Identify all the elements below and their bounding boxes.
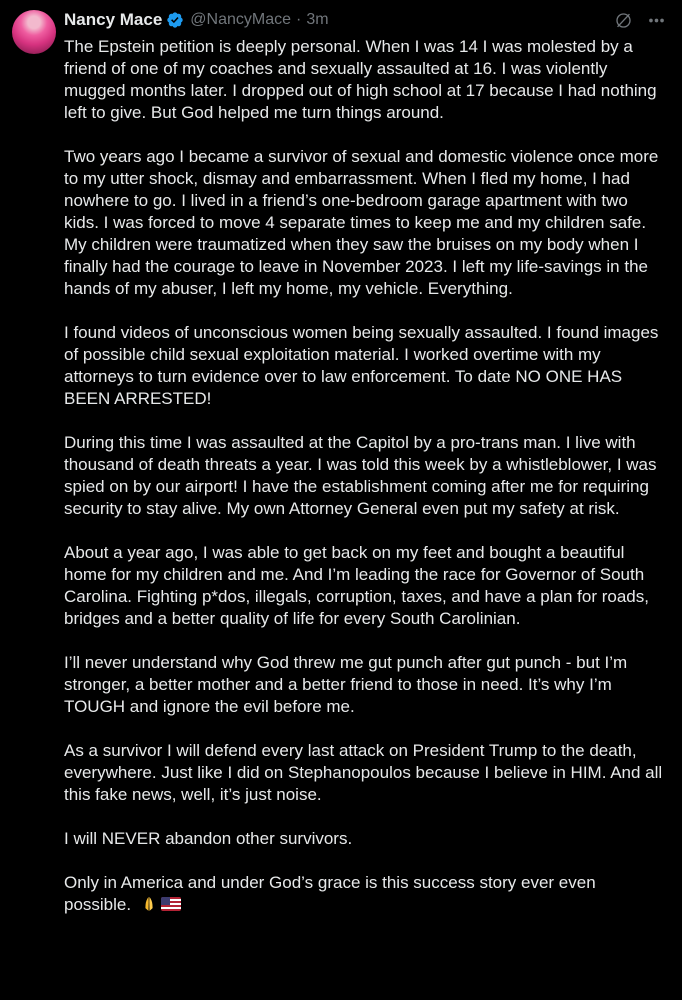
tweet-paragraph: I will NEVER abandon other survivors. — [64, 829, 353, 848]
folded-hands-emoji — [140, 895, 158, 913]
tweet-paragraph: About a year ago, I was able to get back on my feet and bought a beautiful home for my children and me. And I’m leading the race for Governor of South Carolina. Fighting p*dos, illegals, corruption, taxes, and have a plan for roads, bridges and a better quality of life for every South Carolinian. — [64, 543, 649, 628]
tweet-header — [64, 8, 666, 32]
emoji-group — [140, 895, 181, 913]
user-handle[interactable]: @NancyMace — [190, 11, 291, 28]
header-separator: · — [296, 11, 302, 28]
tweet-content — [64, 8, 666, 916]
grok-actions-button[interactable] — [614, 11, 633, 30]
tweet-paragraph-text: Only in America and under God’s grace is this success story ever even possible. — [64, 873, 596, 914]
tweet-paragraph: During this time I was assaulted at the Capitol by a pro-trans man. I live with thousand of death threats a year. I was told this week by a whistleblower, I was spied on by our airport! I have the establishment coming after me for requiring security to stay alive. My own Attorney General even put my safety at risk. — [64, 433, 657, 518]
verified-badge-icon — [166, 11, 184, 29]
timestamp[interactable]: 3m — [306, 11, 329, 28]
tweet-paragraph: As a survivor I will defend every last attack on President Trump to the death, everywhere. Just like I did on Stephanopoulos because I believe in HIM. And all this fake news, well, it’s just noise. — [64, 741, 663, 804]
us-flag-emoji — [161, 897, 181, 911]
tweet-paragraph: I found videos of unconscious women being sexually assaulted. I found images of possible child sexual exploitation material. I worked overtime with my attorneys to turn evidence over to law enforcement. To date NO ONE HAS BEEN ARRESTED! — [64, 323, 659, 408]
more-button[interactable] — [647, 11, 666, 30]
tweet-paragraph — [64, 872, 666, 916]
tweet-paragraph: The Epstein petition is deeply personal. When I was 14 I was molested by a friend of one of my coaches and sexually assaulted at 16. I was violently mugged months later. I dropped out of high school at 17 because I had nothing left to give. But God helped me turn things around. — [64, 37, 657, 122]
tweet-paragraph: I’ll never understand why God threw me gut punch after gut punch - but I’m stronger, a better mother and a better friend to those in need. It’s why I’m TOUGH and ignore the evil before me. — [64, 653, 628, 716]
ellipsis-icon — [647, 11, 666, 30]
avatar[interactable] — [12, 10, 56, 54]
tweet-paragraph: Two years ago I became a survivor of sexual and domestic violence once more to my utter shock, dismay and embarrassment. When I fled my home, I had nowhere to go. I lived in a friend’s one-bedroom garage apartment with two kids. I was forced to move 4 separate times to keep me and my children safe. My children were traumatized when they saw the bruises on my body when I finally had the courage to leave in November 2023. I left my life-savings in the hands of my abuser, I left my home, my vehicle. Everything. — [64, 147, 659, 298]
display-name[interactable]: Nancy Mace — [64, 10, 163, 29]
grok-slash-circle-icon — [614, 11, 633, 30]
tweet-text — [64, 36, 666, 916]
